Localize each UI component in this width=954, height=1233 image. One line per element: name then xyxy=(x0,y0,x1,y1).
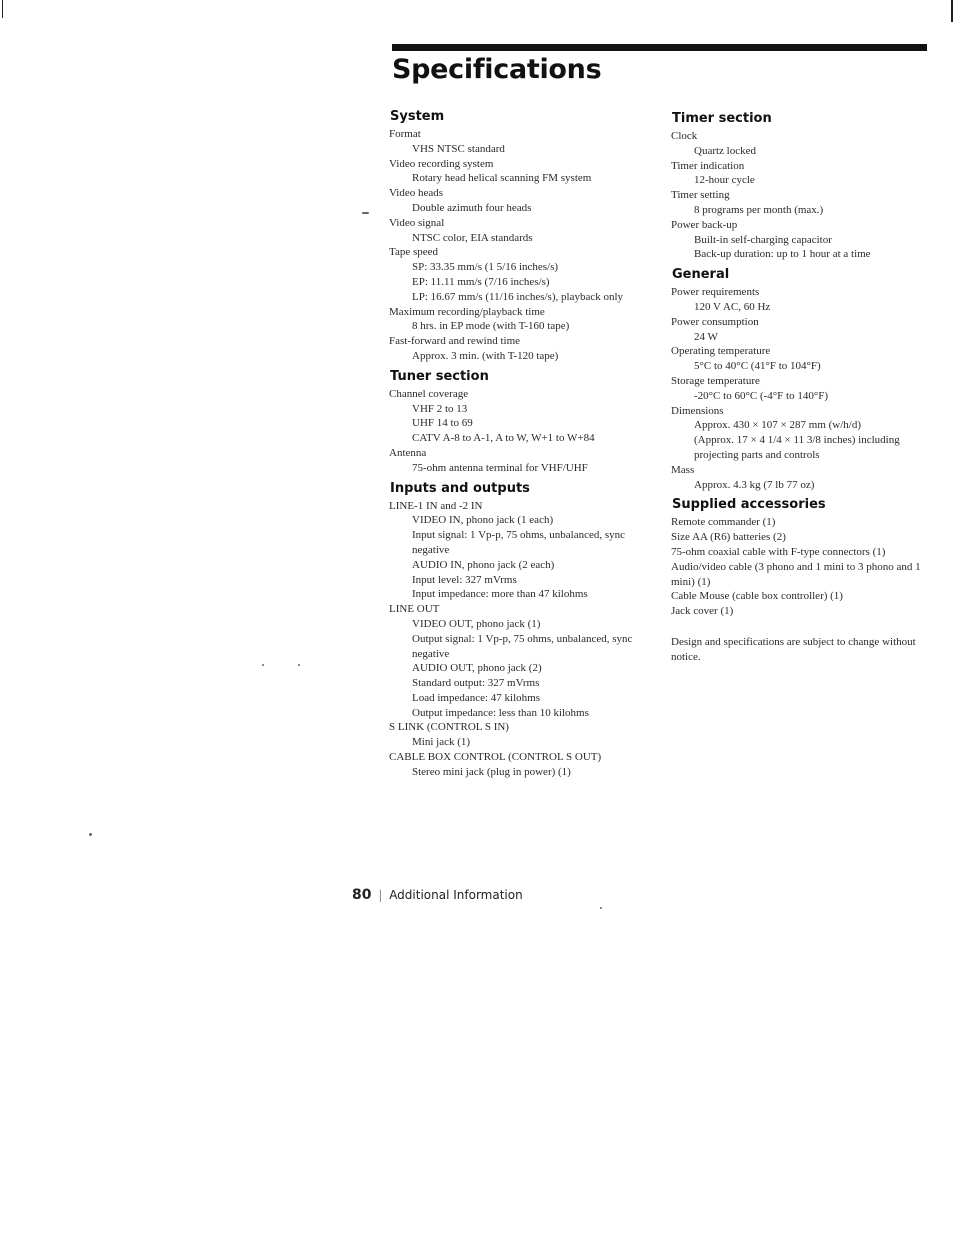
spec-value: Load impedance: 47 kilohms xyxy=(412,691,540,704)
spec-value: Back-up duration: up to 1 hour at a time xyxy=(694,248,871,261)
page-edge-mark-left xyxy=(2,0,3,18)
section-heading: Supplied accessories xyxy=(672,497,826,513)
spec-value: Input signal: 1 Vp-p, 75 ohms, unbalanced, sync negative xyxy=(412,529,626,556)
footer-section-name: Additional Information xyxy=(389,888,523,902)
page-footer xyxy=(352,887,523,903)
spec-value: Approx. 3 min. (with T-120 tape) xyxy=(412,349,559,362)
spec-value: VHF 2 to 13 xyxy=(412,402,468,415)
section-heading: Timer section xyxy=(672,111,772,126)
spec-label: LINE OUT xyxy=(389,603,440,616)
scan-speck xyxy=(600,907,602,909)
spec-label: S LINK (CONTROL S IN) xyxy=(389,721,509,734)
spec-value: EP: 11.11 mm/s (7/16 inches/s) xyxy=(412,275,550,288)
spec-value: Output signal: 1 Vp-p, 75 ohms, unbalanced, sync negative xyxy=(412,632,633,660)
spec-label: Antenna xyxy=(389,446,427,459)
page-number: 80 xyxy=(352,887,372,903)
spec-value: SP: 33.35 mm/s (1 5/16 inches/s) xyxy=(412,261,559,274)
spec-label: Channel coverage xyxy=(389,387,469,400)
spec-value: Output impedance: less than 10 kilohms xyxy=(412,706,589,719)
accessory-item: Audio/video cable (3 phono and 1 mini to 3 phono and 1 mini) (1) xyxy=(671,560,921,588)
footer-separator: | xyxy=(378,888,383,902)
spec-label: CABLE BOX CONTROL (CONTROL S OUT) xyxy=(389,751,602,764)
spec-section-tuner-section xyxy=(389,368,639,476)
spec-section-timer-section xyxy=(671,110,921,262)
spec-label: Video recording system xyxy=(389,157,494,170)
spec-value: Standard output: 327 mVrms xyxy=(412,677,540,690)
spec-value: (Approx. 17 × 4 1/4 × 11 3/8 inches) including projecting parts and controls xyxy=(694,434,900,461)
page-title: Specifications xyxy=(392,54,602,85)
spec-value: 75-ohm antenna terminal for VHF/UHF xyxy=(412,461,588,474)
spec-value: VHS NTSC standard xyxy=(412,142,505,155)
section-heading: Inputs and outputs xyxy=(390,480,530,496)
spec-section-supplied-accessories xyxy=(671,496,921,619)
spec-value: Mini jack (1) xyxy=(412,736,471,749)
spec-value: VIDEO OUT, phono jack (1) xyxy=(412,617,541,630)
spec-value: Input level: 327 mVrms xyxy=(412,573,517,586)
spec-label: Format xyxy=(389,128,421,140)
accessory-item: 75-ohm coaxial cable with F-type connectors (1) xyxy=(671,545,886,558)
spec-section-general xyxy=(671,266,921,492)
spec-value: UHF 14 to 69 xyxy=(412,417,473,430)
spec-value: VIDEO IN, phono jack (1 each) xyxy=(412,514,554,527)
spec-value: LP: 16.67 mm/s (11/16 inches/s), playback only xyxy=(412,290,624,303)
spec-label: Storage temperature xyxy=(671,374,760,387)
spec-value: 12-hour cycle xyxy=(694,174,755,187)
spec-label: Timer setting xyxy=(671,189,730,202)
spec-label: Timer indication xyxy=(671,159,745,172)
spec-label: Clock xyxy=(671,130,698,142)
section-heading: Tuner section xyxy=(390,368,489,384)
spec-value: AUDIO OUT, phono jack (2) xyxy=(412,662,542,675)
section-heading: General xyxy=(672,267,730,283)
title-rule xyxy=(392,44,927,51)
spec-label: Maximum recording/playback time xyxy=(389,305,545,318)
spec-value: Approx. 430 × 107 × 287 mm (w/h/d) xyxy=(694,419,862,432)
spec-value: -20°C to 60°C (-4°F to 140°F) xyxy=(694,389,829,402)
spec-label: Power consumption xyxy=(671,315,759,328)
spec-section-system xyxy=(389,108,639,364)
spec-value: Input impedance: more than 47 kilohms xyxy=(412,588,588,601)
scan-speck xyxy=(362,212,369,214)
spec-label: Power requirements xyxy=(671,286,760,299)
left-column xyxy=(389,108,639,784)
spec-value: 24 W xyxy=(694,330,718,343)
accessory-item: Size AA (R6) batteries (2) xyxy=(671,531,786,544)
spec-value: 8 programs per month (max.) xyxy=(694,203,824,216)
spec-label: Mass xyxy=(671,463,695,476)
right-column xyxy=(671,110,921,665)
spec-value: 5°C to 40°C (41°F to 104°F) xyxy=(694,360,821,373)
section-heading: System xyxy=(390,109,445,124)
spec-value: Quartz locked xyxy=(694,144,756,157)
spec-value: Double azimuth four heads xyxy=(412,201,532,214)
spec-value: Approx. 4.3 kg (7 lb 77 oz) xyxy=(694,478,815,491)
spec-label: Video heads xyxy=(389,187,444,200)
spec-value: AUDIO IN, phono jack (2 each) xyxy=(412,558,555,571)
spec-label: Power back-up xyxy=(671,218,738,231)
spec-value: Built-in self-charging capacitor xyxy=(694,233,832,246)
spec-label: LINE-1 IN and -2 IN xyxy=(389,499,483,512)
spec-value: NTSC color, EIA standards xyxy=(412,231,533,244)
accessory-item: Cable Mouse (cable box controller) (1) xyxy=(671,590,843,603)
accessory-item: Jack cover (1) xyxy=(671,605,734,618)
change-notice: Design and specifications are subject to change without notice. xyxy=(671,635,916,663)
spec-label: Operating temperature xyxy=(671,345,771,358)
spec-value: 8 hrs. in EP mode (with T-160 tape) xyxy=(412,320,570,333)
scan-speck xyxy=(298,664,300,666)
spec-section-inputs-and-outputs xyxy=(389,480,639,780)
scan-speck xyxy=(89,833,92,836)
spec-label: Dimensions xyxy=(671,404,724,417)
spec-value: 120 V AC, 60 Hz xyxy=(694,300,771,313)
page-edge-mark-right xyxy=(951,0,953,22)
spec-label: Tape speed xyxy=(389,246,439,259)
spec-value: Rotary head helical scanning FM system xyxy=(412,172,592,185)
accessory-item: Remote commander (1) xyxy=(671,516,776,529)
spec-label: Fast-forward and rewind time xyxy=(389,335,521,348)
spec-value: Stereo mini jack (plug in power) (1) xyxy=(412,765,571,778)
spec-value: CATV A-8 to A-1, A to W, W+1 to W+84 xyxy=(412,432,595,445)
scan-speck xyxy=(262,664,264,666)
spec-label: Video signal xyxy=(389,216,445,229)
